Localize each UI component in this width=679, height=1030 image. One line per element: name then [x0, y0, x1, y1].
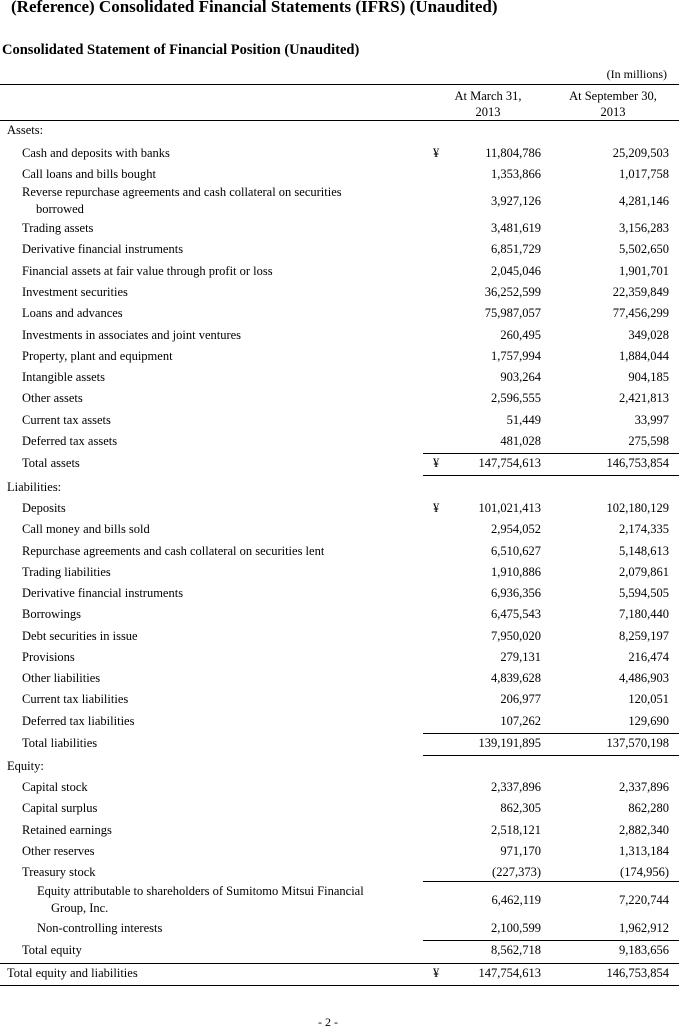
- value-september-2013: 1,962,912: [619, 921, 669, 935]
- value-september-2013: 33,997: [634, 413, 669, 427]
- value-march-2013: 2,337,896: [491, 780, 541, 794]
- value-march-2013: 147,754,613: [478, 456, 541, 470]
- value-september-2013: 5,594,505: [619, 586, 669, 600]
- yen-symbol: ¥: [433, 501, 440, 515]
- row-label: Treasury stock: [22, 865, 96, 879]
- value-september-2013: 4,486,903: [619, 671, 669, 685]
- page-number: - 2 -: [318, 1015, 338, 1029]
- value-march-2013: 8,562,718: [491, 943, 541, 957]
- value-september-2013: 2,882,340: [619, 823, 669, 837]
- row-label: Assets:: [7, 123, 44, 137]
- row-label: Current tax liabilities: [22, 692, 129, 706]
- value-september-2013: 1,884,044: [619, 349, 669, 363]
- value-march-2013: 2,596,555: [491, 391, 541, 405]
- value-march-2013: 7,950,020: [491, 629, 541, 643]
- row-label: Retained earnings: [22, 823, 112, 837]
- value-march-2013: 1,353,866: [491, 167, 541, 181]
- value-september-2013: 904,185: [628, 370, 669, 384]
- value-march-2013: 101,021,413: [478, 501, 541, 515]
- statement-title: Consolidated Statement of Financial Position (Unaudited): [2, 42, 360, 58]
- value-march-2013: 260,495: [500, 328, 541, 342]
- value-march-2013: 1,757,994: [491, 349, 541, 363]
- value-september-2013: 102,180,129: [606, 501, 669, 515]
- value-september-2013: 146,753,854: [606, 456, 669, 470]
- row-label: Trading liabilities: [22, 565, 111, 579]
- row-label: Total equity and liabilities: [7, 966, 138, 980]
- yen-symbol: ¥: [433, 456, 440, 470]
- value-september-2013: 146,753,854: [606, 966, 669, 980]
- row-label: Debt securities in issue: [22, 629, 138, 643]
- value-september-2013: 22,359,849: [612, 285, 669, 299]
- row-label: Deposits: [22, 501, 66, 515]
- total-rule-above: [423, 733, 679, 734]
- row-label: Financial assets at fair value through profit or loss: [22, 264, 273, 278]
- value-september-2013: 2,079,861: [619, 565, 669, 579]
- value-september-2013: 5,502,650: [619, 242, 669, 256]
- row-label: Trading assets: [22, 221, 94, 235]
- value-september-2013: 1,901,701: [619, 264, 669, 278]
- row-label: Loans and advances: [22, 306, 123, 320]
- value-september-2013: 120,051: [628, 692, 669, 706]
- value-september-2013: 77,456,299: [612, 306, 669, 320]
- row-label: Other assets: [22, 391, 83, 405]
- value-march-2013: 1,910,886: [491, 565, 541, 579]
- column-header-march-line2: 2013: [475, 105, 501, 119]
- value-september-2013: 5,148,613: [619, 544, 669, 558]
- value-march-2013: 903,264: [500, 370, 541, 384]
- value-march-2013: 862,305: [500, 801, 541, 815]
- value-september-2013: 4,281,146: [619, 194, 669, 208]
- value-september-2013: 2,337,896: [619, 780, 669, 794]
- row-label: Cash and deposits with banks: [22, 146, 170, 160]
- total-rule-above: [423, 453, 679, 454]
- value-march-2013: 147,754,613: [478, 966, 541, 980]
- row-label: Derivative financial instruments: [22, 242, 184, 256]
- column-header-september: [553, 88, 673, 120]
- value-march-2013: 2,100,599: [491, 921, 541, 935]
- row-label: Equity attributable to shareholders of Sumitomo Mitsui Financial: [37, 884, 364, 898]
- value-march-2013: (227,373): [492, 865, 541, 879]
- value-september-2013: 129,690: [628, 714, 669, 728]
- yen-symbol: ¥: [433, 146, 440, 160]
- value-march-2013: 51,449: [506, 413, 541, 427]
- row-label: Investments in associates and joint ventures: [22, 328, 242, 342]
- value-september-2013: 349,028: [628, 328, 669, 342]
- yen-symbol: ¥: [433, 966, 440, 980]
- document-title: (Reference) Consolidated Financial Statements (IFRS) (Unaudited): [11, 0, 498, 16]
- value-march-2013: 6,462,119: [491, 893, 541, 907]
- value-march-2013: 6,475,543: [491, 607, 541, 621]
- value-september-2013: 216,474: [628, 650, 669, 664]
- column-header-september-line1: At September 30,: [569, 89, 657, 103]
- value-september-2013: 3,156,283: [619, 221, 669, 235]
- value-march-2013: 107,262: [500, 714, 541, 728]
- row-label-continued: borrowed: [36, 202, 84, 216]
- value-september-2013: 137,570,198: [606, 736, 669, 750]
- header-bottom-rule: [0, 120, 679, 121]
- value-september-2013: 2,421,813: [619, 391, 669, 405]
- value-september-2013: 25,209,503: [612, 146, 669, 160]
- units-note: (In millions): [606, 67, 667, 81]
- row-label: Deferred tax liabilities: [22, 714, 135, 728]
- row-label: Equity:: [7, 759, 44, 773]
- total-rule-above: [423, 881, 679, 882]
- row-label: Total equity: [22, 943, 82, 957]
- column-header-september-line2: 2013: [600, 105, 626, 119]
- row-label: Total liabilities: [22, 736, 98, 750]
- row-label: Capital surplus: [22, 801, 98, 815]
- row-label: Total assets: [22, 456, 80, 470]
- total-rule-above: [0, 963, 679, 964]
- row-label: Intangible assets: [22, 370, 105, 384]
- row-label: Derivative financial instruments: [22, 586, 184, 600]
- value-september-2013: 1,313,184: [619, 844, 669, 858]
- row-label: Non-controlling interests: [37, 921, 163, 935]
- row-label: Reverse repurchase agreements and cash collateral on securities: [22, 185, 342, 199]
- row-label: Provisions: [22, 650, 75, 664]
- row-label: Other liabilities: [22, 671, 101, 685]
- row-label-continued: Group, Inc.: [51, 901, 109, 915]
- row-label: Capital stock: [22, 780, 88, 794]
- value-september-2013: 1,017,758: [619, 167, 669, 181]
- row-label: Current tax assets: [22, 413, 111, 427]
- row-label: Property, plant and equipment: [22, 349, 173, 363]
- row-label: Call loans and bills bought: [22, 167, 157, 181]
- value-march-2013: 3,927,126: [491, 194, 541, 208]
- value-september-2013: 7,220,744: [619, 893, 669, 907]
- value-march-2013: 6,510,627: [491, 544, 541, 558]
- row-label: Other reserves: [22, 844, 95, 858]
- total-rule-above: [423, 940, 679, 941]
- value-march-2013: 139,191,895: [478, 736, 541, 750]
- header-rule: [0, 84, 679, 85]
- column-header-march-line1: At March 31,: [454, 89, 522, 103]
- row-label: Borrowings: [22, 607, 82, 621]
- row-label: Deferred tax assets: [22, 434, 118, 448]
- value-march-2013: 971,170: [500, 844, 541, 858]
- total-rule-below: [423, 755, 679, 756]
- row-label: Repurchase agreements and cash collateral on securities lent: [22, 544, 325, 558]
- value-september-2013: 8,259,197: [619, 629, 669, 643]
- column-header-march: [428, 88, 548, 120]
- value-march-2013: 6,851,729: [491, 242, 541, 256]
- value-march-2013: 279,131: [500, 650, 541, 664]
- value-march-2013: 6,936,356: [491, 586, 541, 600]
- value-march-2013: 481,028: [500, 434, 541, 448]
- row-label: Liabilities:: [7, 480, 62, 494]
- row-label: Call money and bills sold: [22, 522, 150, 536]
- value-september-2013: 862,280: [628, 801, 669, 815]
- value-march-2013: 2,954,052: [491, 522, 541, 536]
- value-march-2013: 206,977: [500, 692, 541, 706]
- value-march-2013: 11,804,786: [485, 146, 541, 160]
- value-september-2013: 275,598: [628, 434, 669, 448]
- value-march-2013: 2,045,046: [491, 264, 541, 278]
- value-march-2013: 36,252,599: [484, 285, 541, 299]
- value-march-2013: 3,481,619: [491, 221, 541, 235]
- value-march-2013: 2,518,121: [491, 823, 541, 837]
- value-march-2013: 75,987,057: [484, 306, 541, 320]
- total-rule-below: [423, 475, 679, 476]
- row-label: Investment securities: [22, 285, 128, 299]
- value-september-2013: 2,174,335: [619, 522, 669, 536]
- total-rule-below: [0, 985, 679, 986]
- value-september-2013: (174,956): [620, 865, 669, 879]
- value-march-2013: 4,839,628: [491, 671, 541, 685]
- value-september-2013: 9,183,656: [619, 943, 669, 957]
- value-september-2013: 7,180,440: [619, 607, 669, 621]
